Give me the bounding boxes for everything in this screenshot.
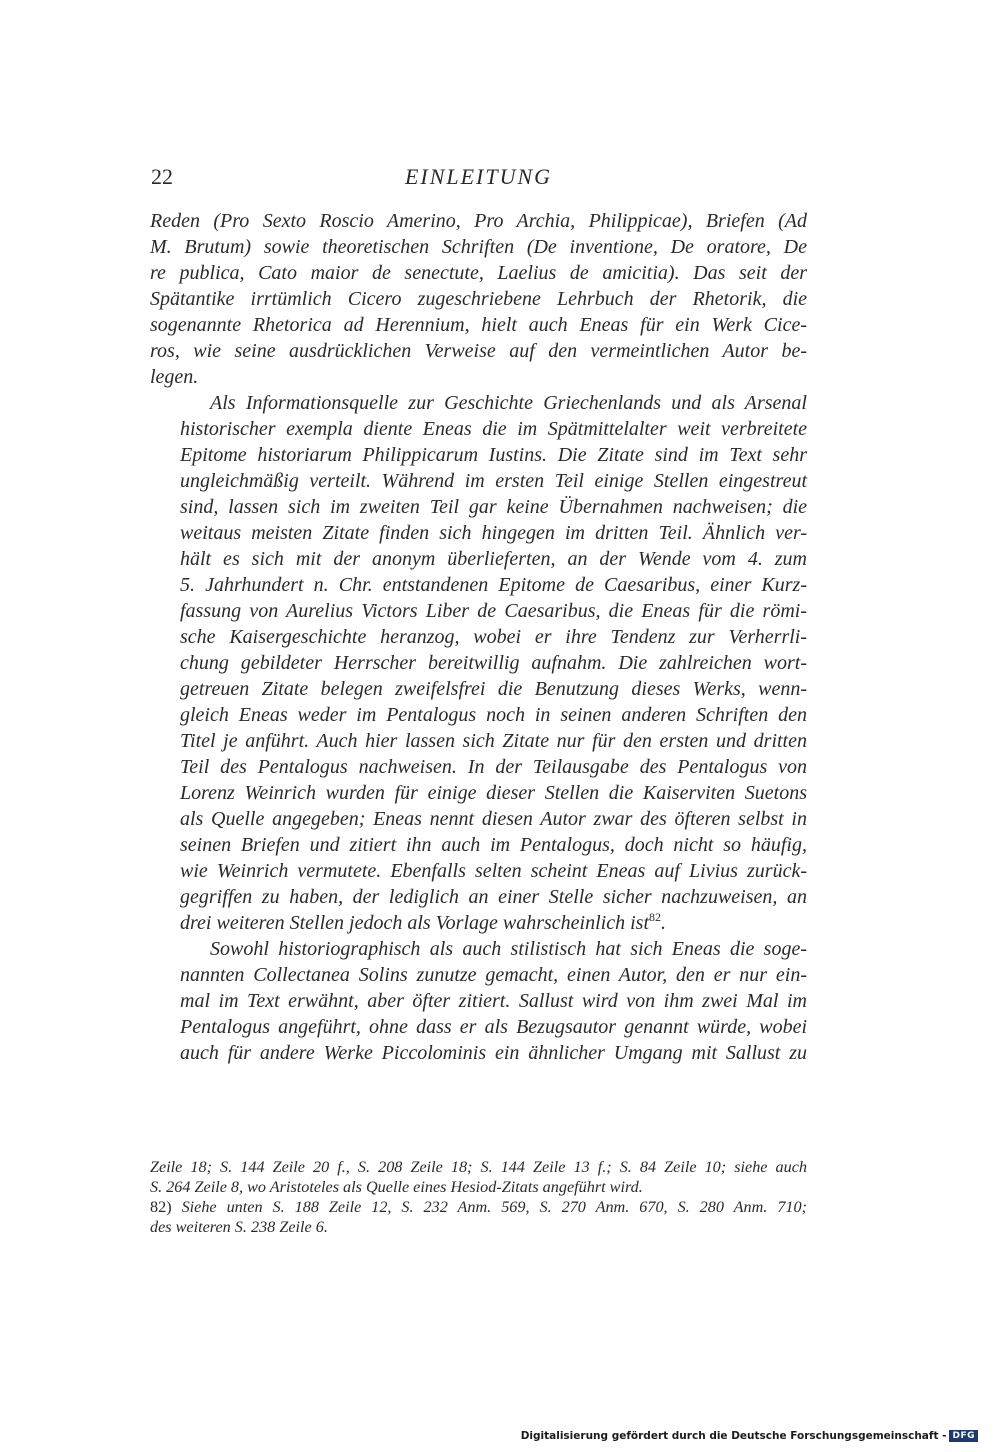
text-line: Sowohl historiographisch als auch stilistisch hat sich Eneas die soge- [210, 938, 807, 960]
text-line: nannten Collectanea Solins zunutze gemacht, einen Autor, den er nur ein- [180, 964, 807, 986]
text-line: als Quelle angegeben; Eneas nennt diesen Autor zwar des öfteren selbst in [180, 808, 807, 830]
text-line: sche Kaisergeschichte heranzog, wobei er ihre Tendenz zur Verherrli- [180, 626, 807, 648]
text-line: Epitome historiarum Philippicarum Iustins. Die Zitate sind im Text sehr [180, 444, 807, 466]
text-line: fassung von Aurelius Victors Liber de Caesaribus, die Eneas für die römi- [180, 600, 807, 622]
text-line: seinen Briefen und zitiert ihn auch im Pentalogus, doch nicht so häufig, [180, 834, 807, 856]
text-line: Titel je anführt. Auch hier lassen sich Zitate nur für den ersten und dritten [180, 730, 807, 752]
text-line: weitaus meisten Zitate finden sich hingegen im dritten Teil. Ähnlich ver- [180, 522, 807, 544]
text-line [150, 910, 807, 936]
text-line: mal im Text erwähnt, aber öfter zitiert. Sallust wird von ihm zwei Mal im [180, 990, 807, 1012]
body-text [150, 208, 807, 1066]
paragraph-2 [150, 390, 807, 936]
text-line: hält es sich mit der anonym überlieferten, an der Wende vom 4. zum [180, 548, 807, 570]
text-line: Spätantike irrtümlich Cicero zugeschriebene Lehrbuch der Rhetorik, die [150, 288, 807, 310]
text-line: Reden (Pro Sexto Roscio Amerino, Pro Archia, Philippicae), Briefen (Ad [150, 210, 807, 232]
text-line: M. Brutum) sowie theoretischen Schriften (De inventione, De oratore, De [150, 236, 807, 258]
footnote-number: 82) [150, 1198, 172, 1216]
dfg-logo: DFG [949, 1430, 978, 1442]
text-line: wie Weinrich vermutete. Ebenfalls selten scheint Eneas auf Livius zurück- [180, 860, 807, 882]
text-line: gegriffen zu haben, der lediglich an einer Stelle sicher nachzuweisen, an [180, 886, 807, 908]
paragraph-1 [150, 208, 807, 390]
footnote-82-line: des weiteren S. 238 Zeile 6. [150, 1218, 328, 1236]
footnote-continuation-line: Zeile 18; S. 144 Zeile 20 f., S. 208 Zeile 18; S. 144 Zeile 13 f.; S. 84 Zeile 10; siehe auch [150, 1158, 807, 1176]
footnote-continuation-line: S. 264 Zeile 8, wo Aristoteles als Quelle eines Hesiod-Zitats angeführt wird. [150, 1178, 643, 1196]
text-line: gleich Eneas weder im Pentalogus noch in seinen anderen Schriften den [180, 704, 807, 726]
funding-notice [521, 1430, 978, 1442]
text-line: auch für andere Werke Piccolominis ein ähnlicher Umgang mit Sallust zu [180, 1042, 807, 1064]
text-line: getreuen Zitate belegen zweifelsfrei die Benutzung dieses Werks, wenn- [180, 678, 807, 700]
running-head: EINLEITUNG [404, 164, 553, 189]
footnote-text: Siehe unten S. 188 Zeile 12, S. 232 Anm. 569, S. 270 Anm. 670, S. 280 Anm. 710; [181, 1198, 808, 1216]
text-line: Pentalogus angeführt, ohne dass er als Bezugsautor genannt würde, wobei [180, 1016, 807, 1038]
paragraph-3 [150, 936, 807, 1066]
text-line: re publica, Cato maior de senectute, Laelius de amicitia). Das seit der [150, 262, 807, 284]
funding-text: Digitalisierung gefördert durch die Deutsche Forschungsgemeinschaft - [520, 1430, 947, 1442]
footnote-reference[interactable]: 82 [649, 910, 661, 924]
text-line: Lorenz Weinrich wurden für einige dieser Stellen die Kaiserviten Suetons [180, 782, 807, 804]
text-fragment: . [661, 912, 666, 934]
text-fragment: drei weiteren Stellen jedoch als Vorlage wahrscheinlich ist [180, 912, 649, 934]
text-line: 5. Jahrhundert n. Chr. entstandenen Epitome de Caesaribus, einer Kurz- [180, 574, 807, 596]
text-line: Als Informationsquelle zur Geschichte Griechenlands und als Arsenal [210, 392, 807, 414]
footnote-82 [150, 1197, 807, 1217]
text-line: chung gebildeter Herrscher bereitwillig aufnahm. Die zahlreichen wort- [180, 652, 807, 674]
text-line: ros, wie seine ausdrücklichen Verweise auf den vermeintlichen Autor be- [150, 340, 807, 362]
page-number: 22 [151, 164, 173, 189]
text-line: Teil des Pentalogus nachweisen. In der Teilausgabe des Pentalogus von [180, 756, 807, 778]
text-line: legen. [150, 366, 199, 388]
text-line: ungleichmäßig verteilt. Während im ersten Teil einige Stellen eingestreut [180, 470, 807, 492]
text-line: sind, lassen sich im zweiten Teil gar keine Übernahmen nachweisen; die [180, 496, 807, 518]
text-line: historischer exempla diente Eneas die im Spätmittelalter weit verbreitete [180, 418, 807, 440]
text-line: sogenannte Rhetorica ad Herennium, hielt auch Eneas für ein Werk Cice- [150, 314, 807, 336]
footnotes [150, 1157, 807, 1237]
